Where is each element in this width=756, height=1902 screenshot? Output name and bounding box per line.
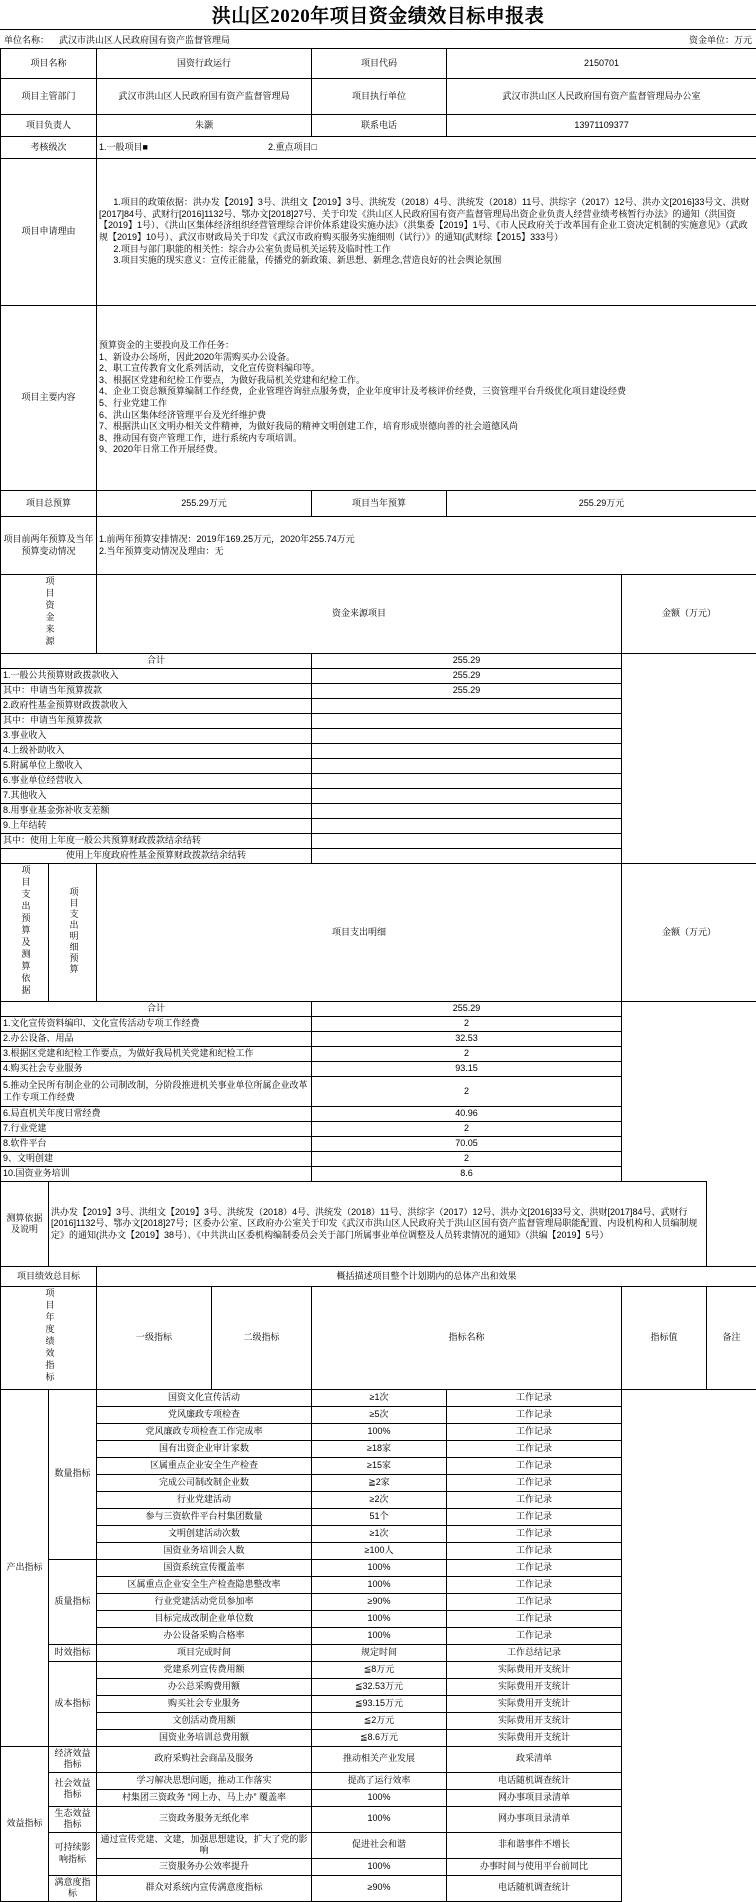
funding-source-amount [312, 788, 622, 803]
expenditure-inner-label: 项目支出明细预算 [49, 863, 97, 1002]
indicator-value: ≦8万元 [312, 1661, 447, 1678]
indicator-row [1, 1789, 756, 1806]
indicator-note: 工作记录 [447, 1457, 622, 1474]
indicator-row [1, 1389, 756, 1406]
indicator-value: ≥1次 [312, 1389, 447, 1406]
row-expenditure-header [1, 863, 756, 1002]
funding-source-name: 其中：申请当年预算拨款 [1, 713, 312, 728]
funding-source-name: 使用上年度政府性基金预算财政拨款结余结转 [1, 848, 312, 863]
funding-source-name: 2.政府性基金预算财政拨款收入 [1, 698, 312, 713]
indicator-name: 完成公司制改制企业数 [97, 1474, 312, 1491]
indicator-note: 工作记录 [447, 1610, 622, 1627]
annual-indicator-label: 项目年度绩效指标 [1, 1287, 97, 1390]
assess-option-key-checkbox[interactable] [311, 142, 316, 152]
funding-source-row [1, 728, 756, 743]
funding-source-amount [312, 743, 622, 758]
indicator-value: ≥15家 [312, 1457, 447, 1474]
project-name-label: 项目名称 [1, 49, 97, 79]
indicator-row [1, 1423, 756, 1440]
indicator-name: 目标完成改制企业单位数 [97, 1610, 312, 1627]
indicator-note: 工作记录 [447, 1389, 622, 1406]
total-budget-label: 项目总预算 [1, 491, 97, 517]
row-departments [1, 79, 756, 115]
indicator-value: ≥90% [312, 1593, 447, 1610]
indicator-value: 100% [312, 1559, 447, 1576]
funding-source-amount [312, 698, 622, 713]
indicator-name: 三资政务服务无纸化率 [97, 1806, 312, 1832]
phone-label: 联系电话 [312, 115, 447, 137]
funding-source-row [1, 803, 756, 818]
report-title-bar [0, 0, 756, 30]
indicator-value: 51个 [312, 1508, 447, 1525]
funding-source-name: 其中：使用上年度一般公共预算财政拨款结余结转 [1, 833, 312, 848]
expenditure-item-name: 合计 [1, 1002, 312, 1017]
indicator-value: ≥5次 [312, 1406, 447, 1423]
indicator-row [1, 1772, 756, 1789]
indicator-value: ≥90% [312, 1875, 447, 1901]
indicator-row [1, 1712, 756, 1729]
funding-source-amount [312, 803, 622, 818]
expenditure-row [1, 1017, 756, 1032]
indicator-name: 文明创建活动次数 [97, 1525, 312, 1542]
indicator-name: 项目完成时间 [97, 1644, 312, 1661]
indicator-note: 工作总结记录 [447, 1644, 622, 1661]
expenditure-outer-label: 项目支出预算及测算依据 [1, 863, 49, 1002]
indicator-note: 工作记录 [447, 1406, 622, 1423]
indicator-col-value: 指标值 [622, 1287, 707, 1390]
project-code-value: 2150701 [447, 49, 756, 79]
calculation-basis-value: 洪办发【2019】3号、洪组文【2019】3号、洪统发（2018）4号、洪统发（2018）11号、洪综字（2017）12号、洪办文[2016]33号文、洪财[2017]84号、武财行[2016]1132号、鄂办文[2018]27号；区委办公室、区政府办公室关于印发《武汉市洪山区人民政府关于洪山区国有资产监督管理局职能配置、内设机构和人员编制规定》的通知(洪办文【2019】38号）、《中共洪山区委机构编制委员会关于部门所属事业单位调整及人员转隶情况的通知》（洪编【2019】5号） [49, 1182, 707, 1267]
indicator-name: 政府采购社会商品及服务 [97, 1746, 312, 1772]
indicator-name: 办公设备采购合格率 [97, 1627, 312, 1644]
indicator-row [1, 1457, 756, 1474]
indicator-note: 工作记录 [447, 1576, 622, 1593]
unit-name-value: 武汉市洪山区人民政府国有资产监督管理局 [59, 33, 230, 46]
indicator-value: ≥2次 [312, 1491, 447, 1508]
expenditure-item-name: 3.根据区党建和纪检工作要点，为做好我局机关党建和纪检工作 [1, 1047, 312, 1062]
indicator-value: ≥100人 [312, 1542, 447, 1559]
indicator-note: 网办事项目录清单 [447, 1806, 622, 1832]
funding-source-row [1, 668, 756, 683]
expenditure-row [1, 1077, 756, 1107]
year-budget-label: 项目当年预算 [312, 491, 447, 517]
indicator-level2-label: 可持续影响指标 [49, 1832, 97, 1875]
indicator-row [1, 1525, 756, 1542]
row-overall-goal [1, 1267, 756, 1287]
reason-line-1: 1.项目的政策依据：洪办发【2019】3号、洪组文【2019】3号、洪统发（2018）4号、洪统发（2018）11号、洪综字（2017）12号、洪办文[2016]33号文、洪财[2017]84号、武财行[2016]1132号、鄂办文[2018]27号、关于印发《洪山区人民政府国有资产监督管理局出资企业负责人经营业绩考核暂行办法》的通知（洪国资【2019】1号）、《洪山区集体经济组织经营管理综合评价体系建设实施办法》（洪集委【2019】1号、《市人民政府关于改革国有企业工资决定机制的实施意见》（武政规【2019】10号）、武汉市财政局关于印发《武汉市政府购买服务实施细则（试行）》的通知(武财综【2015】333号） [99, 197, 754, 243]
indicator-col-level2: 二级指标 [212, 1287, 312, 1390]
indicator-note: 实际费用开支统计 [447, 1695, 622, 1712]
funding-source-name: 1.一般公共预算财政拨款收入 [1, 668, 312, 683]
funding-source-amount [312, 728, 622, 743]
expenditure-item-amount: 40.96 [312, 1107, 622, 1122]
executing-unit-value: 武汉市洪山区人民政府国有资产监督管理局办公室 [447, 79, 756, 115]
indicator-level2-label: 满意度指标 [49, 1875, 97, 1901]
funding-source-row [1, 713, 756, 728]
project-code-label: 项目代码 [312, 49, 447, 79]
funding-source-amount: 255.29 [312, 668, 622, 683]
expenditure-item-name: 2.办公设备、用品 [1, 1032, 312, 1047]
indicator-value: 100% [312, 1789, 447, 1806]
expenditure-item-name: 4.购买社会专业服务 [1, 1062, 312, 1077]
reason-line-2: 2.项目与部门职能的相关性：综合办公室负责局机关运转及临时性工作 [99, 244, 754, 256]
main-content-line: 9、2020年日常工作开展经费。 [99, 444, 754, 456]
indicator-value: 推动相关产业发展 [312, 1746, 447, 1772]
budget-change-line-2: 2.当年预算变动情况及理由：无 [99, 546, 754, 558]
indicator-row [1, 1695, 756, 1712]
expenditure-item-name: 8.软件平台 [1, 1137, 312, 1152]
indicator-name: 村集团三资政务 “网上办、马上办” 覆盖率 [97, 1789, 312, 1806]
indicator-note: 工作记录 [447, 1542, 622, 1559]
row-calculation-basis [1, 1182, 756, 1267]
supervisor-dept-label: 项目主管部门 [1, 79, 97, 115]
leader-value: 朱灏 [97, 115, 312, 137]
indicator-row [1, 1729, 756, 1746]
expenditure-item-amount: 8.6 [312, 1167, 622, 1182]
indicator-note: 工作记录 [447, 1440, 622, 1457]
main-content-line: 8、推动国有资产管理工作，进行系统内专项培训。 [99, 433, 754, 445]
funding-source-row [1, 818, 756, 833]
indicator-note: 电话随机调查统计 [447, 1772, 622, 1789]
funding-source-row [1, 743, 756, 758]
indicator-name: 学习解决思想问题，推动工作落实 [97, 1772, 312, 1789]
indicator-value: ≦32.53万元 [312, 1678, 447, 1695]
indicator-note: 工作记录 [447, 1559, 622, 1576]
indicator-row [1, 1644, 756, 1661]
indicator-note: 实际费用开支统计 [447, 1712, 622, 1729]
funding-source-name: 7.其他收入 [1, 788, 312, 803]
indicator-note: 工作记录 [447, 1474, 622, 1491]
main-content-label: 项目主要内容 [1, 306, 97, 491]
funding-source-row [1, 653, 756, 668]
indicator-level2-label: 成本指标 [49, 1661, 97, 1746]
main-content-line: 3、根据区党建和纪检工作要点，为做好我局机关党建和纪检工作。 [99, 375, 754, 387]
funding-source-name: 5.附属单位上缴收入 [1, 758, 312, 773]
unit-name-label: 单位名称： [4, 33, 49, 46]
expenditure-item-amount: 2 [312, 1077, 622, 1107]
expenditure-item-name: 1.文化宣传资料编印、文化宣传活动专项工作经费 [1, 1017, 312, 1032]
indicator-row [1, 1576, 756, 1593]
indicator-note: 工作记录 [447, 1423, 622, 1440]
expenditure-col-item-header: 项目支出明细 [97, 863, 622, 1002]
indicator-value: 100% [312, 1627, 447, 1644]
row-budget-total [1, 491, 756, 517]
funding-source-amount: 255.29 [312, 653, 622, 668]
indicator-value: ≦93.15万元 [312, 1695, 447, 1712]
main-content-line: 5、行业党建工作 [99, 398, 754, 410]
phone-value: 13971109377 [447, 115, 756, 137]
indicator-name: 文创活动费用额 [97, 1712, 312, 1729]
indicator-name: 国资业务培训会人数 [97, 1542, 312, 1559]
indicator-name: 国资业务培训总费用额 [97, 1729, 312, 1746]
funding-source-name: 4.上级补助收入 [1, 743, 312, 758]
expenditure-row [1, 1002, 756, 1017]
indicator-row [1, 1542, 756, 1559]
indicator-row [1, 1678, 756, 1695]
report-table [0, 48, 756, 1902]
row-budget-change [1, 517, 756, 575]
main-content-line: 预算资金的主要投向及工作任务： [99, 340, 754, 352]
funding-source-row [1, 848, 756, 863]
indicator-value: 100% [312, 1806, 447, 1832]
indicator-row [1, 1661, 756, 1678]
indicator-name: 党建系列宣传费用额 [97, 1661, 312, 1678]
indicator-name: 国资系统宣传覆盖率 [97, 1559, 312, 1576]
funding-source-name: 8.用事业基金弥补收支差额 [1, 803, 312, 818]
expenditure-row [1, 1152, 756, 1167]
application-reason-value [97, 159, 756, 306]
indicator-value: ≧2家 [312, 1474, 447, 1491]
indicator-name: 党风廉政专项检查工作完成率 [97, 1423, 312, 1440]
assess-option-key-label: 2.重点项目 [268, 142, 312, 152]
indicator-level2-label: 经济效益指标 [49, 1746, 97, 1772]
main-content-line: 4、企业工资总额预算编制工作经费，企业管理咨询驻点服务费，企业年度审计及考核评价经费，三资管理平台升级优化项目建设经费 [99, 386, 754, 398]
indicator-value: ≥18家 [312, 1440, 447, 1457]
row-funding-header [1, 575, 756, 654]
total-budget-value: 255.29万元 [97, 491, 312, 517]
indicator-name: 群众对系统内宣传满意度指标 [97, 1875, 312, 1901]
row-leader [1, 115, 756, 137]
amount-unit-label: 资金单位：万元 [689, 35, 752, 45]
indicator-value: 提高了运行效率 [312, 1772, 447, 1789]
indicator-note: 电话随机调查统计 [447, 1875, 622, 1901]
funding-source-row [1, 683, 756, 698]
indicator-value: 100% [312, 1858, 447, 1875]
executing-unit-label: 项目执行单位 [312, 79, 447, 115]
indicator-level1-label: 产出指标 [1, 1389, 49, 1746]
expenditure-item-name: 5.推动全民所有制企业的公司制改制，分阶段推进机关事业单位所属企业改革工作专项工作经费 [1, 1077, 312, 1107]
indicator-row [1, 1508, 756, 1525]
indicator-name: 行业党建活动 [97, 1491, 312, 1508]
budget-change-line-1: 1.前两年预算安排情况：2019年169.25万元，2020年255.74万元 [99, 534, 754, 546]
indicator-name: 区属重点企业安全生产检查 [97, 1457, 312, 1474]
indicator-note: 办事时间与使用平台前同比 [447, 1858, 622, 1875]
indicator-note: 工作记录 [447, 1593, 622, 1610]
expenditure-row [1, 1032, 756, 1047]
funding-source-row [1, 758, 756, 773]
indicator-note: 工作记录 [447, 1491, 622, 1508]
expenditure-item-amount: 2 [312, 1122, 622, 1137]
indicator-row [1, 1559, 756, 1576]
indicator-note: 实际费用开支统计 [447, 1729, 622, 1746]
funding-source-name: 6.事业单位经营收入 [1, 773, 312, 788]
assess-option-general-label: 1.一般项目 [99, 142, 143, 152]
page-title: 洪山区2020年项目资金绩效目标申报表 [212, 1, 545, 28]
indicator-row [1, 1593, 756, 1610]
indicator-name: 购买社会专业服务 [97, 1695, 312, 1712]
indicator-row [1, 1746, 756, 1772]
row-project-name [1, 49, 756, 79]
funding-source-name: 3.事业收入 [1, 728, 312, 743]
indicator-row [1, 1406, 756, 1423]
budget-change-label: 项目前两年预算及当年预算变动情况 [1, 517, 97, 575]
indicator-name: 三资服务办公效率提升 [97, 1858, 312, 1875]
funding-source-row [1, 833, 756, 848]
indicator-value: 规定时间 [312, 1644, 447, 1661]
indicator-note: 非和谐事件不增长 [447, 1832, 622, 1858]
expenditure-item-name: 7.行业党建 [1, 1122, 312, 1137]
assess-option-general-checkbox[interactable] [143, 142, 148, 152]
main-content-line: 6、洪山区集体经济管理平台及光纤维护费 [99, 410, 754, 422]
row-application-reason [1, 159, 756, 306]
expenditure-col-amount-header: 金额（万元） [622, 863, 756, 1002]
unit-info-line [0, 30, 756, 48]
indicator-row [1, 1627, 756, 1644]
main-content-line: 7、根据洪山区文明办相关文件精神，为做好我局的精神文明创建工作，培育形成崇德向善的社会道德风尚 [99, 421, 754, 433]
funding-col-item-header: 资金来源项目 [97, 575, 622, 654]
main-content-line: 1、新设办公场所，因此2020年需购买办公设备。 [99, 352, 754, 364]
indicator-name: 行业党建活动党员参加率 [97, 1593, 312, 1610]
project-name-value: 国资行政运行 [97, 49, 312, 79]
funding-source-amount [312, 713, 622, 728]
funding-source-amount [312, 848, 622, 863]
indicator-note: 网办事项目录清单 [447, 1789, 622, 1806]
indicator-col-name: 指标名称 [312, 1287, 622, 1390]
indicator-value: 100% [312, 1423, 447, 1440]
overall-goal-label: 项目绩效总目标 [1, 1267, 97, 1287]
funding-source-amount: 255.29 [312, 683, 622, 698]
reason-line-3: 3.项目实施的现实意义：宣传正能量，传播党的新政策、新思想、新理念,营造良好的社会舆论氛围 [99, 255, 754, 267]
funding-source-amount [312, 833, 622, 848]
budget-change-value [97, 517, 756, 575]
indicator-value: ≦8.6万元 [312, 1729, 447, 1746]
funding-source-amount [312, 758, 622, 773]
funding-source-row [1, 698, 756, 713]
indicator-note: 政采清单 [447, 1746, 622, 1772]
indicator-name: 区属重点企业安全生产检查隐患整改率 [97, 1576, 312, 1593]
expenditure-item-amount: 2 [312, 1017, 622, 1032]
indicator-note: 实际费用开支统计 [447, 1661, 622, 1678]
supervisor-dept-value: 武汉市洪山区人民政府国有资产监督管理局 [97, 79, 312, 115]
indicator-name: 参与三资软件平台村集团数量 [97, 1508, 312, 1525]
row-main-content [1, 306, 756, 491]
indicator-row [1, 1610, 756, 1627]
expenditure-item-name: 10.国资业务培训 [1, 1167, 312, 1182]
year-budget-value: 255.29万元 [447, 491, 756, 517]
leader-label: 项目负责人 [1, 115, 97, 137]
funding-source-name: 其中：申请当年预算拨款 [1, 683, 312, 698]
indicator-row [1, 1440, 756, 1457]
funding-source-name: 合计 [1, 653, 312, 668]
main-content-value [97, 306, 756, 491]
expenditure-row [1, 1137, 756, 1152]
expenditure-row [1, 1167, 756, 1182]
indicator-name: 国有出资企业审计家数 [97, 1440, 312, 1457]
expenditure-item-amount: 70.05 [312, 1137, 622, 1152]
indicator-level2-label: 时效指标 [49, 1644, 97, 1661]
indicator-note: 实际费用开支统计 [447, 1678, 622, 1695]
indicator-level2-label: 数量指标 [49, 1389, 97, 1559]
funding-col-amount-header: 金额（万元） [622, 575, 756, 654]
indicator-value: 100% [312, 1610, 447, 1627]
funding-source-label: 项目资金来源 [1, 575, 97, 654]
indicator-col-note: 备注 [707, 1287, 756, 1390]
indicator-name: 国资文化宣传活动 [97, 1389, 312, 1406]
indicator-value: ≥1次 [312, 1525, 447, 1542]
indicator-level1-label: 效益指标 [1, 1746, 49, 1901]
expenditure-item-amount: 255.29 [312, 1002, 622, 1017]
indicator-note: 工作记录 [447, 1525, 622, 1542]
assess-level-options [97, 137, 756, 159]
indicator-row [1, 1491, 756, 1508]
indicator-col-level1: 一级指标 [97, 1287, 212, 1390]
indicator-value: ≦2万元 [312, 1712, 447, 1729]
expenditure-item-amount: 2 [312, 1047, 622, 1062]
expenditure-row [1, 1107, 756, 1122]
row-indicator-header [1, 1287, 756, 1390]
expenditure-item-amount: 2 [312, 1152, 622, 1167]
expenditure-item-amount: 93.15 [312, 1062, 622, 1077]
expenditure-item-name: 9、文明创建 [1, 1152, 312, 1167]
indicator-note: 工作记录 [447, 1508, 622, 1525]
indicator-value: 100% [312, 1576, 447, 1593]
indicator-note: 工作记录 [447, 1627, 622, 1644]
indicator-row [1, 1806, 756, 1832]
indicator-name: 办公总采购费用额 [97, 1678, 312, 1695]
indicator-value: 促进社会和谐 [312, 1832, 447, 1858]
main-content-line: 2、职工宣传教育文化系列活动，文化宣传资料编印等。 [99, 363, 754, 375]
indicator-level2-label: 质量指标 [49, 1559, 97, 1644]
indicator-level2-label: 生态效益指标 [49, 1806, 97, 1832]
expenditure-row [1, 1047, 756, 1062]
indicator-name: 通过宣传党建、文建，加强思想建设，扩大了党的影响 [97, 1832, 312, 1858]
expenditure-row [1, 1062, 756, 1077]
row-assess-level [1, 137, 756, 159]
calculation-basis-label: 测算依据及说明 [1, 1182, 49, 1267]
expenditure-item-amount: 32.53 [312, 1032, 622, 1047]
funding-source-name: 9.上年结转 [1, 818, 312, 833]
indicator-row [1, 1474, 756, 1491]
indicator-level2-label: 社会效益指标 [49, 1772, 97, 1806]
overall-goal-value: 概括描述项目整个计划期内的总体产出和效果 [97, 1267, 756, 1287]
funding-source-row [1, 773, 756, 788]
indicator-row [1, 1832, 756, 1858]
funding-source-row [1, 788, 756, 803]
expenditure-item-name: 6.局直机关年度日常经费 [1, 1107, 312, 1122]
funding-source-amount [312, 773, 622, 788]
indicator-name: 党风廉政专项检查 [97, 1406, 312, 1423]
assess-level-label: 考核级次 [1, 137, 97, 159]
application-reason-label: 项目申请理由 [1, 159, 97, 306]
funding-source-amount [312, 818, 622, 833]
indicator-row [1, 1875, 756, 1901]
expenditure-row [1, 1122, 756, 1137]
